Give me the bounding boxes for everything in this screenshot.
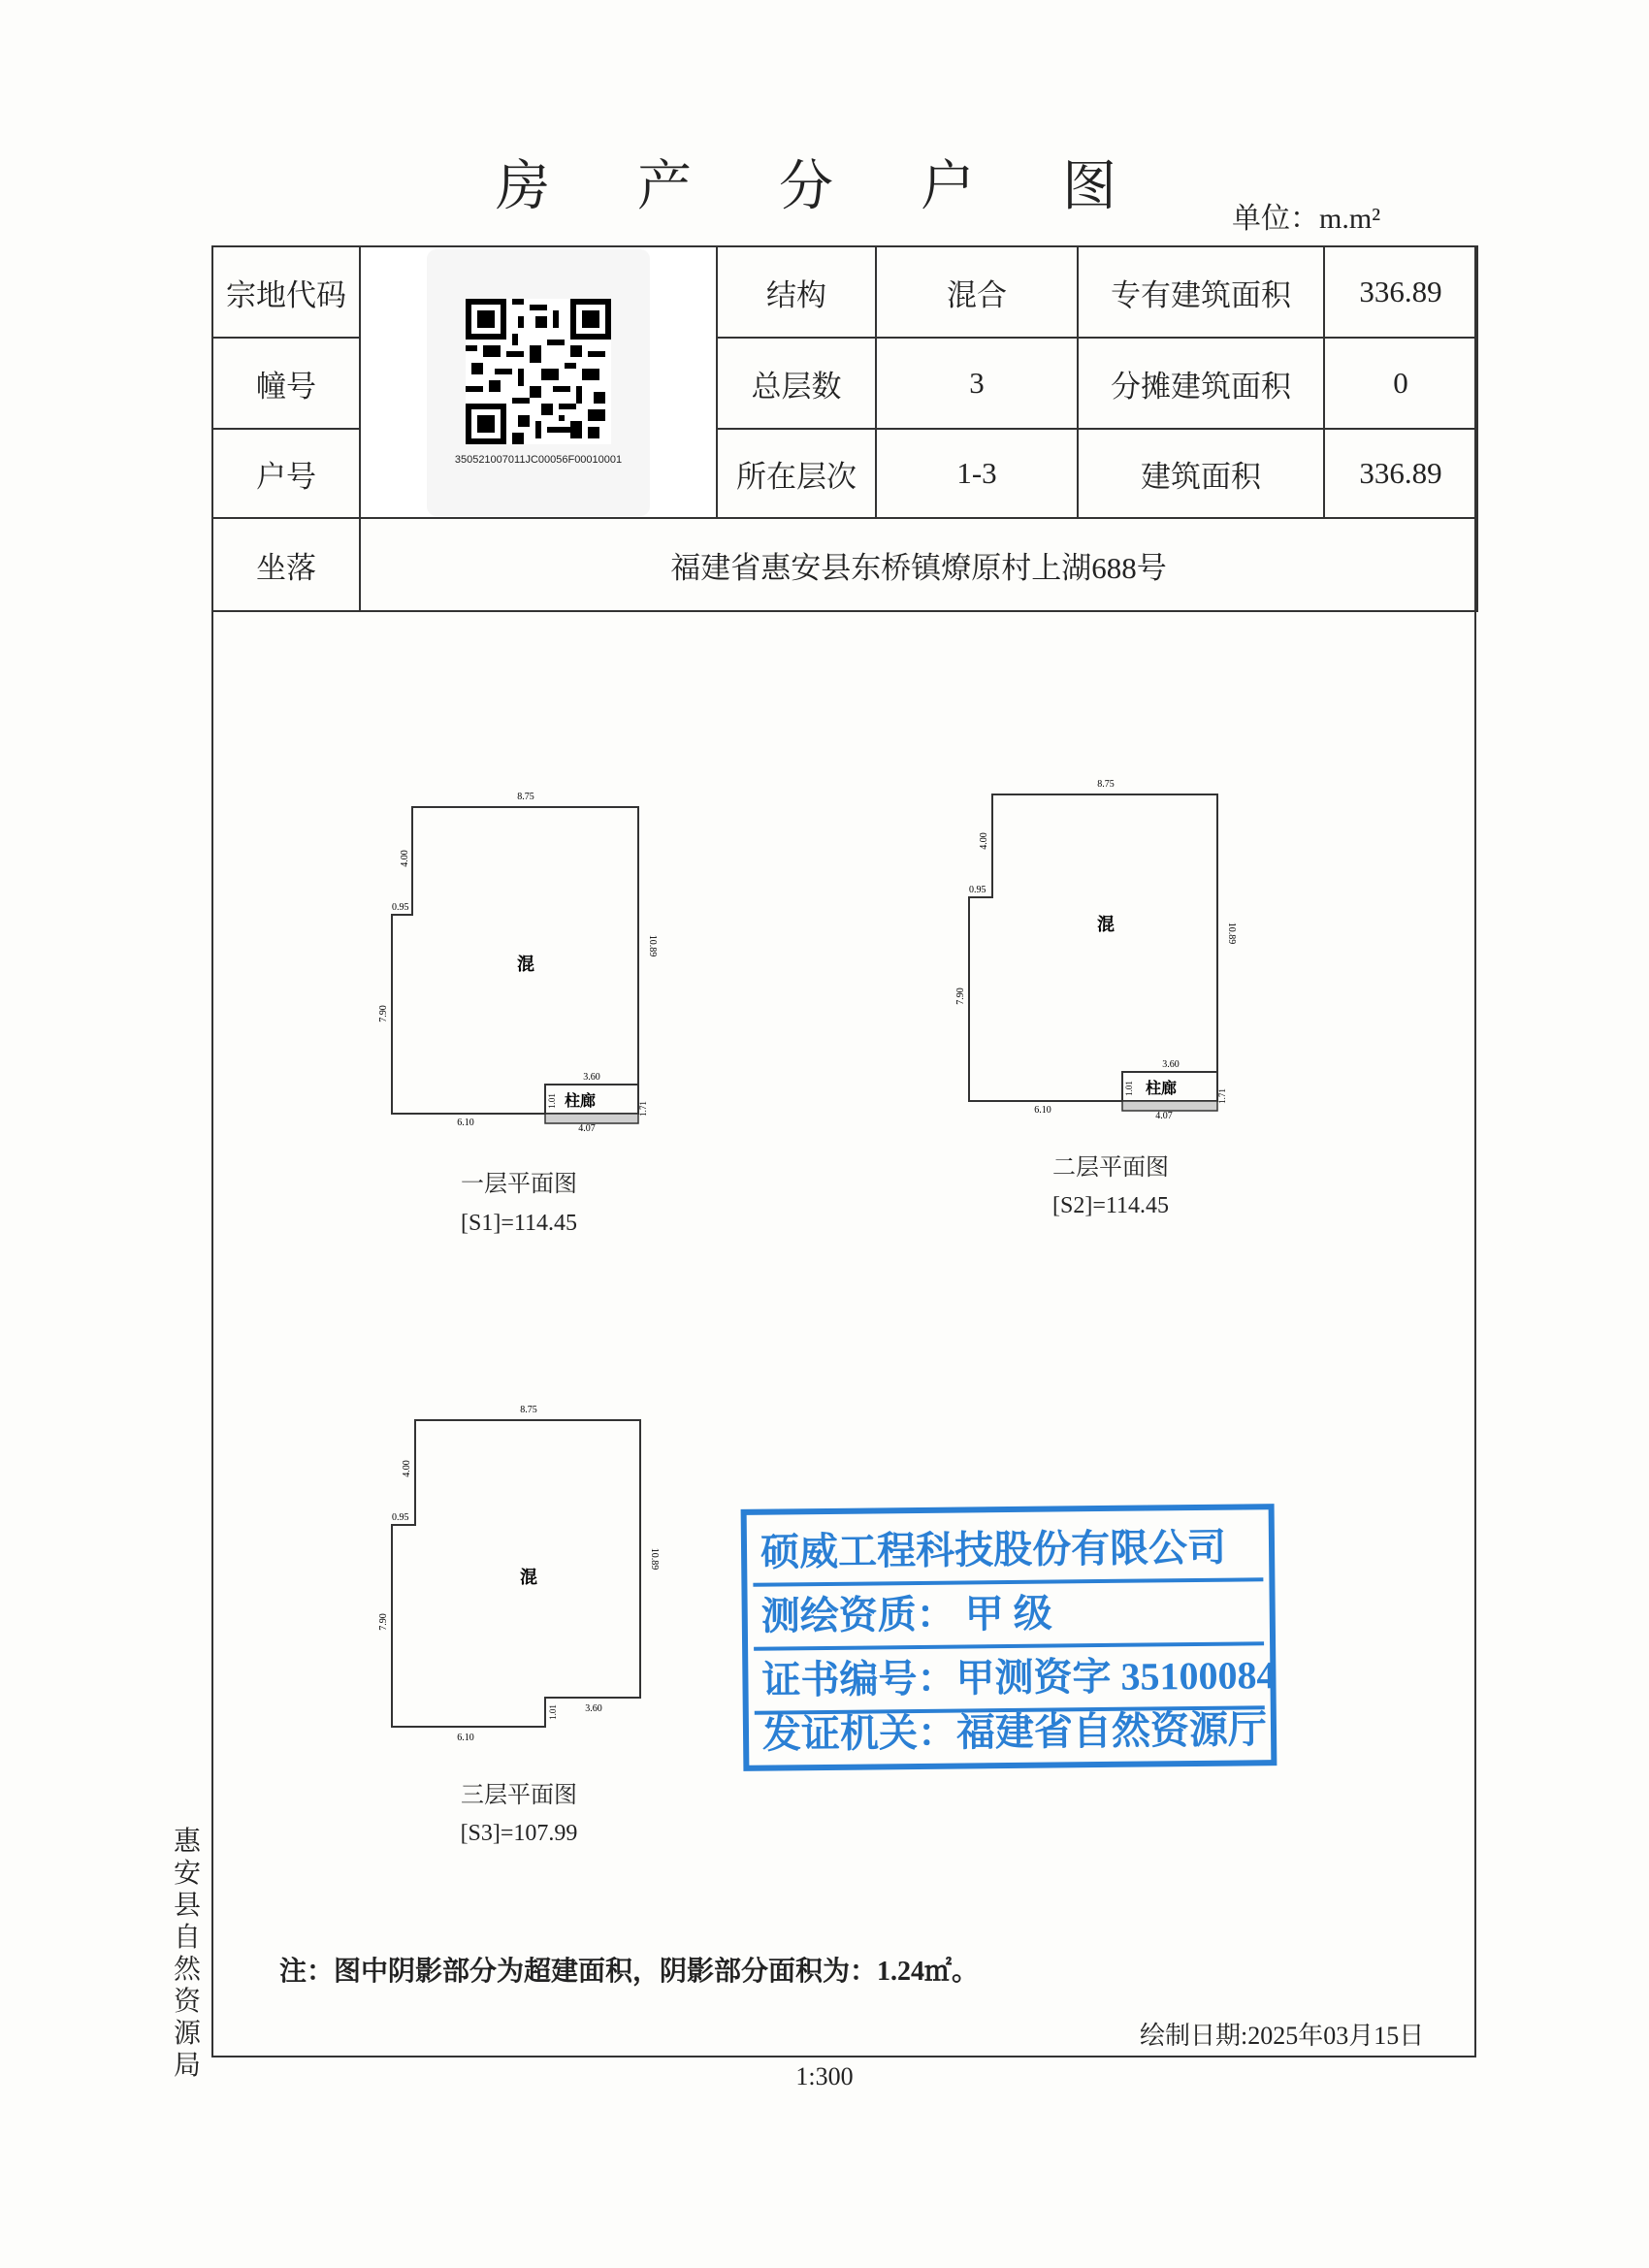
floors-label: 总层数: [717, 338, 876, 429]
building-area-label: 建筑面积: [1078, 429, 1324, 518]
structure-label: 结构: [717, 246, 876, 338]
floor2-dim-step: 0.95: [969, 885, 986, 895]
shared-area-value: 0: [1324, 338, 1477, 429]
company-stamp: [741, 1504, 1277, 1771]
floor2-dim-right: 10.89: [1226, 922, 1237, 945]
floor3-dim-right: 10.89: [649, 1547, 660, 1571]
floor1-dim-shade-len: 4.07: [578, 1123, 596, 1134]
info-table: [211, 245, 1478, 612]
draw-date: 绘制日期:2025年03月15日: [1140, 2022, 1425, 2050]
floor2-outline: [969, 794, 1217, 1101]
floor1-dim-left: 7.90: [378, 1005, 389, 1022]
floor-level-label: 所在层次: [717, 429, 876, 518]
land-code-label: 宗地代码: [212, 246, 360, 338]
floor2-dim-bottom-left: 6.10: [1034, 1105, 1051, 1116]
floor2-area: [S2]=114.45: [1052, 1193, 1169, 1218]
floors-value: 3: [876, 338, 1078, 429]
qr-cell: [360, 246, 717, 518]
floor3-area: [S3]=107.99: [460, 1821, 578, 1846]
stamp-issuer: 发证机关：福建省自然资源厅: [761, 1707, 1268, 1757]
page-title: 房 产 分 户 图: [496, 157, 1153, 217]
floor1-dim-notch-side: 1.01: [547, 1093, 557, 1109]
stamp-company: 硕威工程科技股份有限公司: [753, 1517, 1264, 1587]
floor1-dim-step: 0.95: [392, 902, 409, 913]
floor3-label: 三层平面图: [461, 1783, 577, 1808]
qr-box: [427, 249, 650, 516]
floor2-plan: [946, 763, 1237, 1132]
floor-level-value: 1-3: [876, 429, 1078, 518]
floor1-plan: [369, 776, 660, 1145]
floor3-dim-notch-top: 3.60: [585, 1703, 602, 1714]
floor2-label: 二层平面图: [1052, 1155, 1169, 1181]
floor1-dim-notch-top: 3.60: [583, 1072, 600, 1083]
floor2-dim-top: 8.75: [1097, 779, 1115, 790]
shared-area-label: 分摊建筑面积: [1078, 338, 1324, 429]
floor1-porch-label: 柱廊: [564, 1093, 597, 1110]
exclusive-area-label: 专有建筑面积: [1078, 246, 1324, 338]
floor2-dim-left: 7.90: [955, 988, 966, 1005]
floor3-room-label: 混: [520, 1568, 537, 1587]
floor3-outline: [392, 1420, 640, 1727]
floor3-dim-bottom-left: 6.10: [457, 1733, 474, 1743]
floor1-dim-top: 8.75: [517, 792, 534, 802]
floor2-dim-shade-len: 4.07: [1155, 1111, 1173, 1121]
floor1-dim-right: 10.89: [647, 934, 658, 957]
floor1-area: [S1]=114.45: [461, 1211, 577, 1236]
floor1-dim-shade-side: 1.71: [638, 1101, 648, 1117]
floor2-dim-notch-side: 1.01: [1124, 1081, 1134, 1096]
floor3-dim-step: 0.95: [392, 1512, 409, 1523]
stamp-certificate: 证书编号：甲测资字 35100084: [754, 1645, 1265, 1715]
qr-code-icon: [466, 299, 611, 444]
floor1-shaded-area: [545, 1114, 638, 1123]
scale-label: 1:300: [795, 2062, 854, 2090]
floor3-dim-left: 7.90: [378, 1613, 389, 1631]
building-area-value: 336.89: [1324, 429, 1477, 518]
floor1-label: 一层平面图: [461, 1172, 577, 1197]
floor2-porch-label: 柱廊: [1145, 1081, 1178, 1097]
floor1-dim-bottom-left: 6.10: [457, 1118, 474, 1128]
footnote: 注：图中阴影部分为超建面积，阴影部分面积为：1.24㎡。: [279, 1957, 980, 1987]
unit-label: 单位：m.m²: [1232, 203, 1381, 235]
floor1-room-label: 混: [517, 955, 534, 974]
floor3-plan: [369, 1389, 660, 1748]
floor3-dim-upper-left: 4.00: [402, 1460, 412, 1477]
structure-value: 混合: [876, 246, 1078, 338]
floor2-room-label: 混: [1097, 915, 1115, 934]
qr-code-text: 350521007011JC00056F00010001: [454, 454, 623, 466]
location-label: 坐落: [212, 518, 360, 611]
floor2-dim-notch-top: 3.60: [1162, 1059, 1180, 1070]
building-no-label: 幢号: [212, 338, 360, 429]
floor3-dim-top: 8.75: [520, 1405, 537, 1415]
floor2-dim-upper-left: 4.00: [979, 832, 989, 850]
floor3-dim-notch-side: 1.01: [548, 1704, 558, 1720]
floor1-outline: [392, 807, 638, 1114]
floor1-dim-upper-left: 4.00: [400, 850, 410, 867]
stamp-qualification: 测绘资质： 甲 级: [753, 1581, 1264, 1651]
side-stamp: 惠安县自然资源局: [173, 1827, 201, 2081]
location-value: 福建省惠安县东桥镇燎原村上湖688号: [360, 518, 1477, 611]
floor2-shaded-area: [1122, 1101, 1217, 1111]
exclusive-area-value: 336.89: [1324, 246, 1477, 338]
unit-no-label: 户号: [212, 429, 360, 518]
floor2-dim-shade-side: 1.71: [1217, 1088, 1227, 1104]
